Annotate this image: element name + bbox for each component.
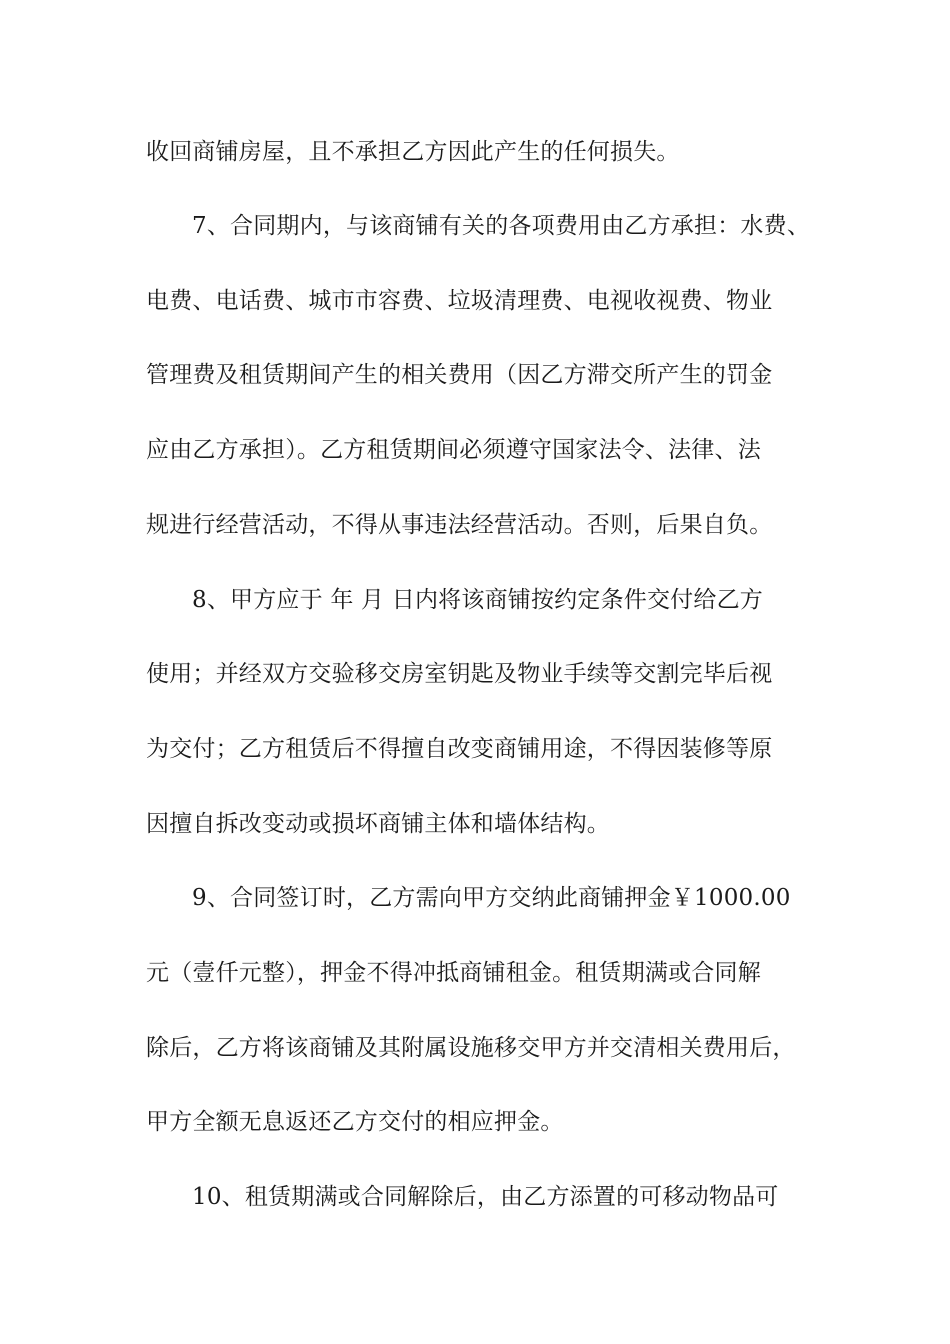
text-line: 规进行经营活动，不得从事违法经营活动。否则，后果自负。 <box>146 512 773 538</box>
clause-7-line: 7、合同期内，与该商铺有关的各项费用由乙方承担：水费、 <box>192 213 811 239</box>
text-line: 除后，乙方将该商铺及其附属设施移交甲方并交清相关费用后， <box>146 1035 796 1061</box>
clause-10-line: 10、租赁期满或合同解除后，由乙方添置的可移动物品可 <box>192 1184 779 1210</box>
text-line: 因擅自拆改变动或损坏商铺主体和墙体结构。 <box>146 811 610 837</box>
clause-8-line: 8、甲方应于 年 月 日内将该商铺按约定条件交付给乙方 <box>192 587 763 613</box>
text-line: 电费、电话费、城市市容费、垃圾清理费、电视收视费、物业 <box>146 288 773 314</box>
text-line: 元（壹仟元整），押金不得冲抵商铺租金。租赁期满或合同解 <box>146 960 761 986</box>
text-line: 为交付；乙方租赁后不得擅自改变商铺用途，不得因装修等原 <box>146 736 773 762</box>
clause-9-line: 9、合同签订时，乙方需向甲方交纳此商铺押金￥1000.00 <box>192 885 791 911</box>
text-line: 使用；并经双方交验移交房室钥匙及物业手续等交割完毕后视 <box>146 661 773 687</box>
text-line: 应由乙方承担）。乙方租赁期间必须遵守国家法令、法律、法 <box>146 437 761 463</box>
text-line: 收回商铺房屋，且不承担乙方因此产生的任何损失。 <box>146 139 680 165</box>
text-line: 甲方全额无息返还乙方交付的相应押金。 <box>146 1109 564 1135</box>
text-line: 管理费及租赁期间产生的相关费用（因乙方滞交所产生的罚金 <box>146 362 773 388</box>
